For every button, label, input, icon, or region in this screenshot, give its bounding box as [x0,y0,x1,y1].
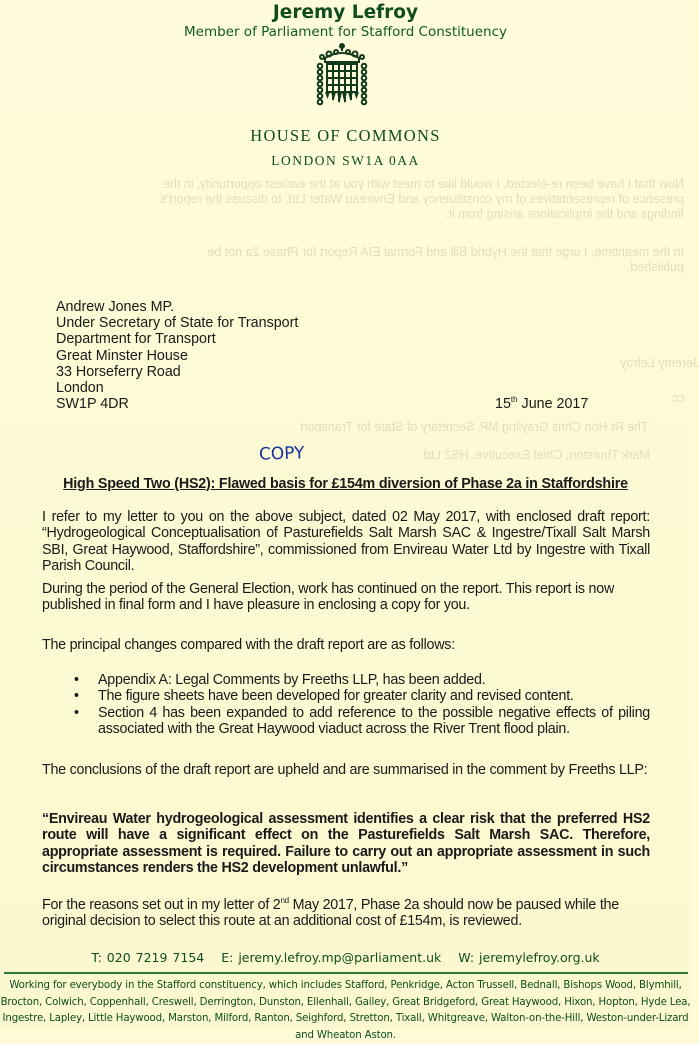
paragraph: For the reasons set out in my letter of 2nd May 2017, Phase 2a should now be paused while the original decision to select this route at an additional cost of £154m, is reviewed. [42,896,619,930]
legal-quote: “Envireau Water hydrogeological assessment identifies a clear risk that the preferred HS2 route will have a significant effect on the Pasturefields Salt Marsh SAC. Therefore, appropriate assessment is required. Failure to carry out an appropriate assessment in such circumstances renders the HS2 development unlawful.” [42,811,650,876]
email-address: E: jeremy.lefroy.mp@parliament.uk [221,950,442,965]
house-of-commons: HOUSE OF COMMONS [250,126,441,145]
show-through-text: Mark Thurston, Chief Executive, HS2 Ltd. [420,448,650,462]
show-through-text: Now that I have been re-elected, I would like to meet with you at the earliest opportunity, in the presence of representatives of my constituency and Envireau Water Ltd, to discuss the report's findings and the implications arising from it. [160,177,684,221]
list-item: • Appendix A: Legal Comments by Freeths LLP, has been added. [64,672,650,688]
address-line: 33 Horseferry Road [56,363,181,380]
subject-heading: High Speed Two (HS2): Flawed basis for £154m diversion of Phase 2a in Staffordshire [63,476,628,492]
mp-role: Member of Parliament for Stafford Constituency [183,24,508,40]
show-through-text: cc [672,391,685,405]
recipient-address [56,299,298,412]
address-line: London [56,380,104,397]
letter-date: 15th June 2017 [495,395,589,412]
website: W: jeremylefroy.org.uk [458,950,600,965]
mp-name: Jeremy Lefroy [272,2,419,23]
changes-list [64,672,650,737]
address-line: Under Secretary of State for Transport [56,315,299,332]
paragraph: The principal changes compared with the draft report are as follows: [42,637,455,653]
constituency-footer: Working for everybody in the Stafford constituency, which includes Stafford, Penkridge, Acton Trussell, Bednall, Bishops Wood, Blymhill, Brocton, Colwich, Coppenhall, Creswell, Derrington, Dunston, Ellenhall, Gailey, Great Bridgeford, Great Haywood, Hixon, Hopton, Hyde Lea, Ingestre, Lapley, Little Haywood, Marston, Milford, Ranton, Seighford, Stretton, Tixall, Whitgreave, Walton-on-the-Hill, Weston-under-Lizard and Wheaton Aston. [0,980,691,1041]
house-address: LONDON SW1A 0AA [271,153,420,168]
paragraph: The conclusions of the draft report are upheld and are summarised in the comment by Freeths LLP: [42,762,648,778]
address-line: Andrew Jones MP. [56,299,175,315]
list-item: • The figure sheets have been developed for greater clarity and revised content. [64,688,650,704]
phone-number: T: 020 7219 7154 [91,950,205,965]
show-through-text: In the meantime, I urge that the Hybrid Bill and Formal EIA Report for Phase 2a not be published. [207,245,684,274]
address-line: Great Minster House [56,347,188,364]
paragraph: I refer to my letter to you on the above subject, dated 02 May 2017, with enclosed draft report: “Hydrogeological Conceptualisation of Pasturefields Salt Marsh SAC & Ingestre/Tixall Salt Marsh SBI, Great Haywood, Staffordshire”, commissioned from Envireau Water Ltd by Ingestre with Tixall Parish Council. [42,509,650,574]
handwritten-copy-mark: COPY [258,443,305,465]
footer-divider [4,972,688,974]
paragraph: During the period of the General Election, work has continued on the report. This report is now published in final form and I have pleasure in enclosing a copy for you. [42,581,615,614]
list-item: • Section 4 has been expanded to add reference to the possible negative effects of piling associated with the Great Haywood viaduct across the River Trent flood plain. [64,705,650,738]
show-through-text: The Rt Hon Chris Grayling MP, Secretary of State for Transport [300,420,649,434]
portcullis-icon [313,42,371,106]
contact-details [0,950,691,965]
address-line: Department for Transport [56,331,216,348]
show-through-text: Jeremy Lefroy [620,356,699,370]
address-line: SW1P 4DR [56,396,129,413]
